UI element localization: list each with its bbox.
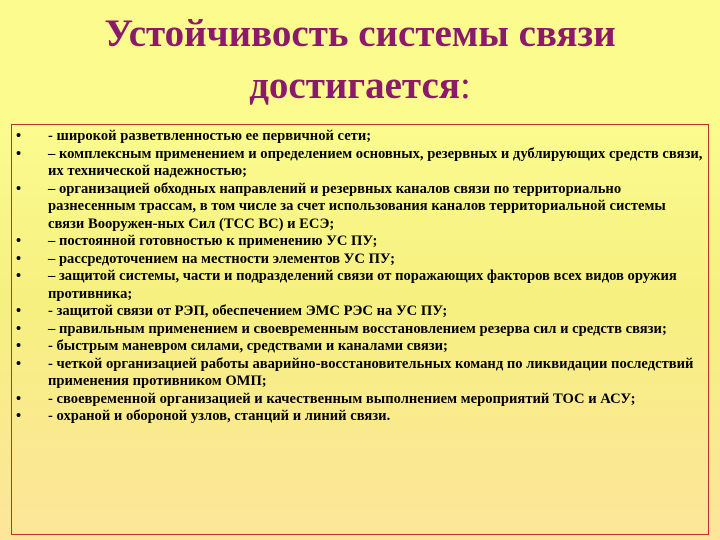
- list-item-text: - охраной и обороной узлов, станций и линий связи.: [48, 408, 391, 424]
- bullet-icon: •: [16, 390, 22, 407]
- list-item-text: - четкой организацией работы аварийно-восстановительных команд по ликвидации последствий применения противником ОМП;: [48, 355, 694, 389]
- list-item: [14, 233, 704, 251]
- bullet-icon: •: [16, 303, 22, 319]
- slide-title: [0, 8, 720, 112]
- list-item: [14, 391, 704, 409]
- list-item-text: – постоянной готовностью к применению УС ПУ;: [48, 233, 378, 249]
- bullet-icon: •: [16, 180, 22, 197]
- bullet-icon: •: [16, 320, 22, 337]
- list-item-text: - быстрым маневром силами, средствами и каналами связи;: [48, 338, 448, 354]
- list-item: [14, 356, 704, 391]
- list-item-text: – рассредоточением на местности элементов УС ПУ;: [48, 250, 395, 267]
- bullet-icon: •: [16, 338, 22, 354]
- list-item-text: – правильным применением и своевременным восстановлением резерва сил и средств связи;: [48, 320, 667, 337]
- title-line-1: Устойчивость системы связи: [104, 12, 616, 55]
- list-item: [14, 408, 704, 426]
- bullet-icon: •: [16, 355, 22, 372]
- title-colon: :: [459, 64, 471, 107]
- list-item-text: – комплексным применением и определением основных, резервных и дублирующих средств связи, их технической надежностью;: [48, 145, 703, 179]
- bullet-icon: •: [16, 250, 22, 267]
- list-item-text: – защитой системы, части и подразделений связи от поражающих факторов всех видов оружия противника;: [48, 268, 677, 302]
- bullet-icon: •: [16, 233, 22, 249]
- list-item-text: - широкой разветвленностью ее первичной сети;: [48, 128, 372, 144]
- list-item: [14, 181, 704, 234]
- list-item: [14, 338, 704, 356]
- bullet-icon: •: [16, 268, 22, 284]
- title-line-2: [0, 60, 720, 112]
- bullet-icon: •: [16, 408, 22, 424]
- bullet-list: [14, 128, 704, 426]
- list-item: [14, 128, 704, 146]
- list-item-text: - своевременной организацией и качественным выполнением мероприятий ТОС и АСУ;: [48, 390, 636, 407]
- bullet-icon: •: [16, 145, 22, 162]
- list-item-text: - защитой связи от РЭП, обеспечением ЭМС РЭС на УС ПУ;: [48, 303, 448, 319]
- list-item-text: – организацией обходных направлений и резервных каналов связи по территориально разнесенным трассам, в том числе за счет использования каналов территориальной системы связи Вооружен-ных Сил (ТСС ВС) и ЕСЭ;: [48, 180, 666, 232]
- bullet-icon: •: [16, 128, 22, 144]
- list-item: [14, 146, 704, 181]
- title-line-2-text: достигается: [249, 64, 460, 107]
- list-item: [14, 321, 704, 339]
- list-item: [14, 251, 704, 269]
- list-item: [14, 268, 704, 303]
- list-item: [14, 303, 704, 321]
